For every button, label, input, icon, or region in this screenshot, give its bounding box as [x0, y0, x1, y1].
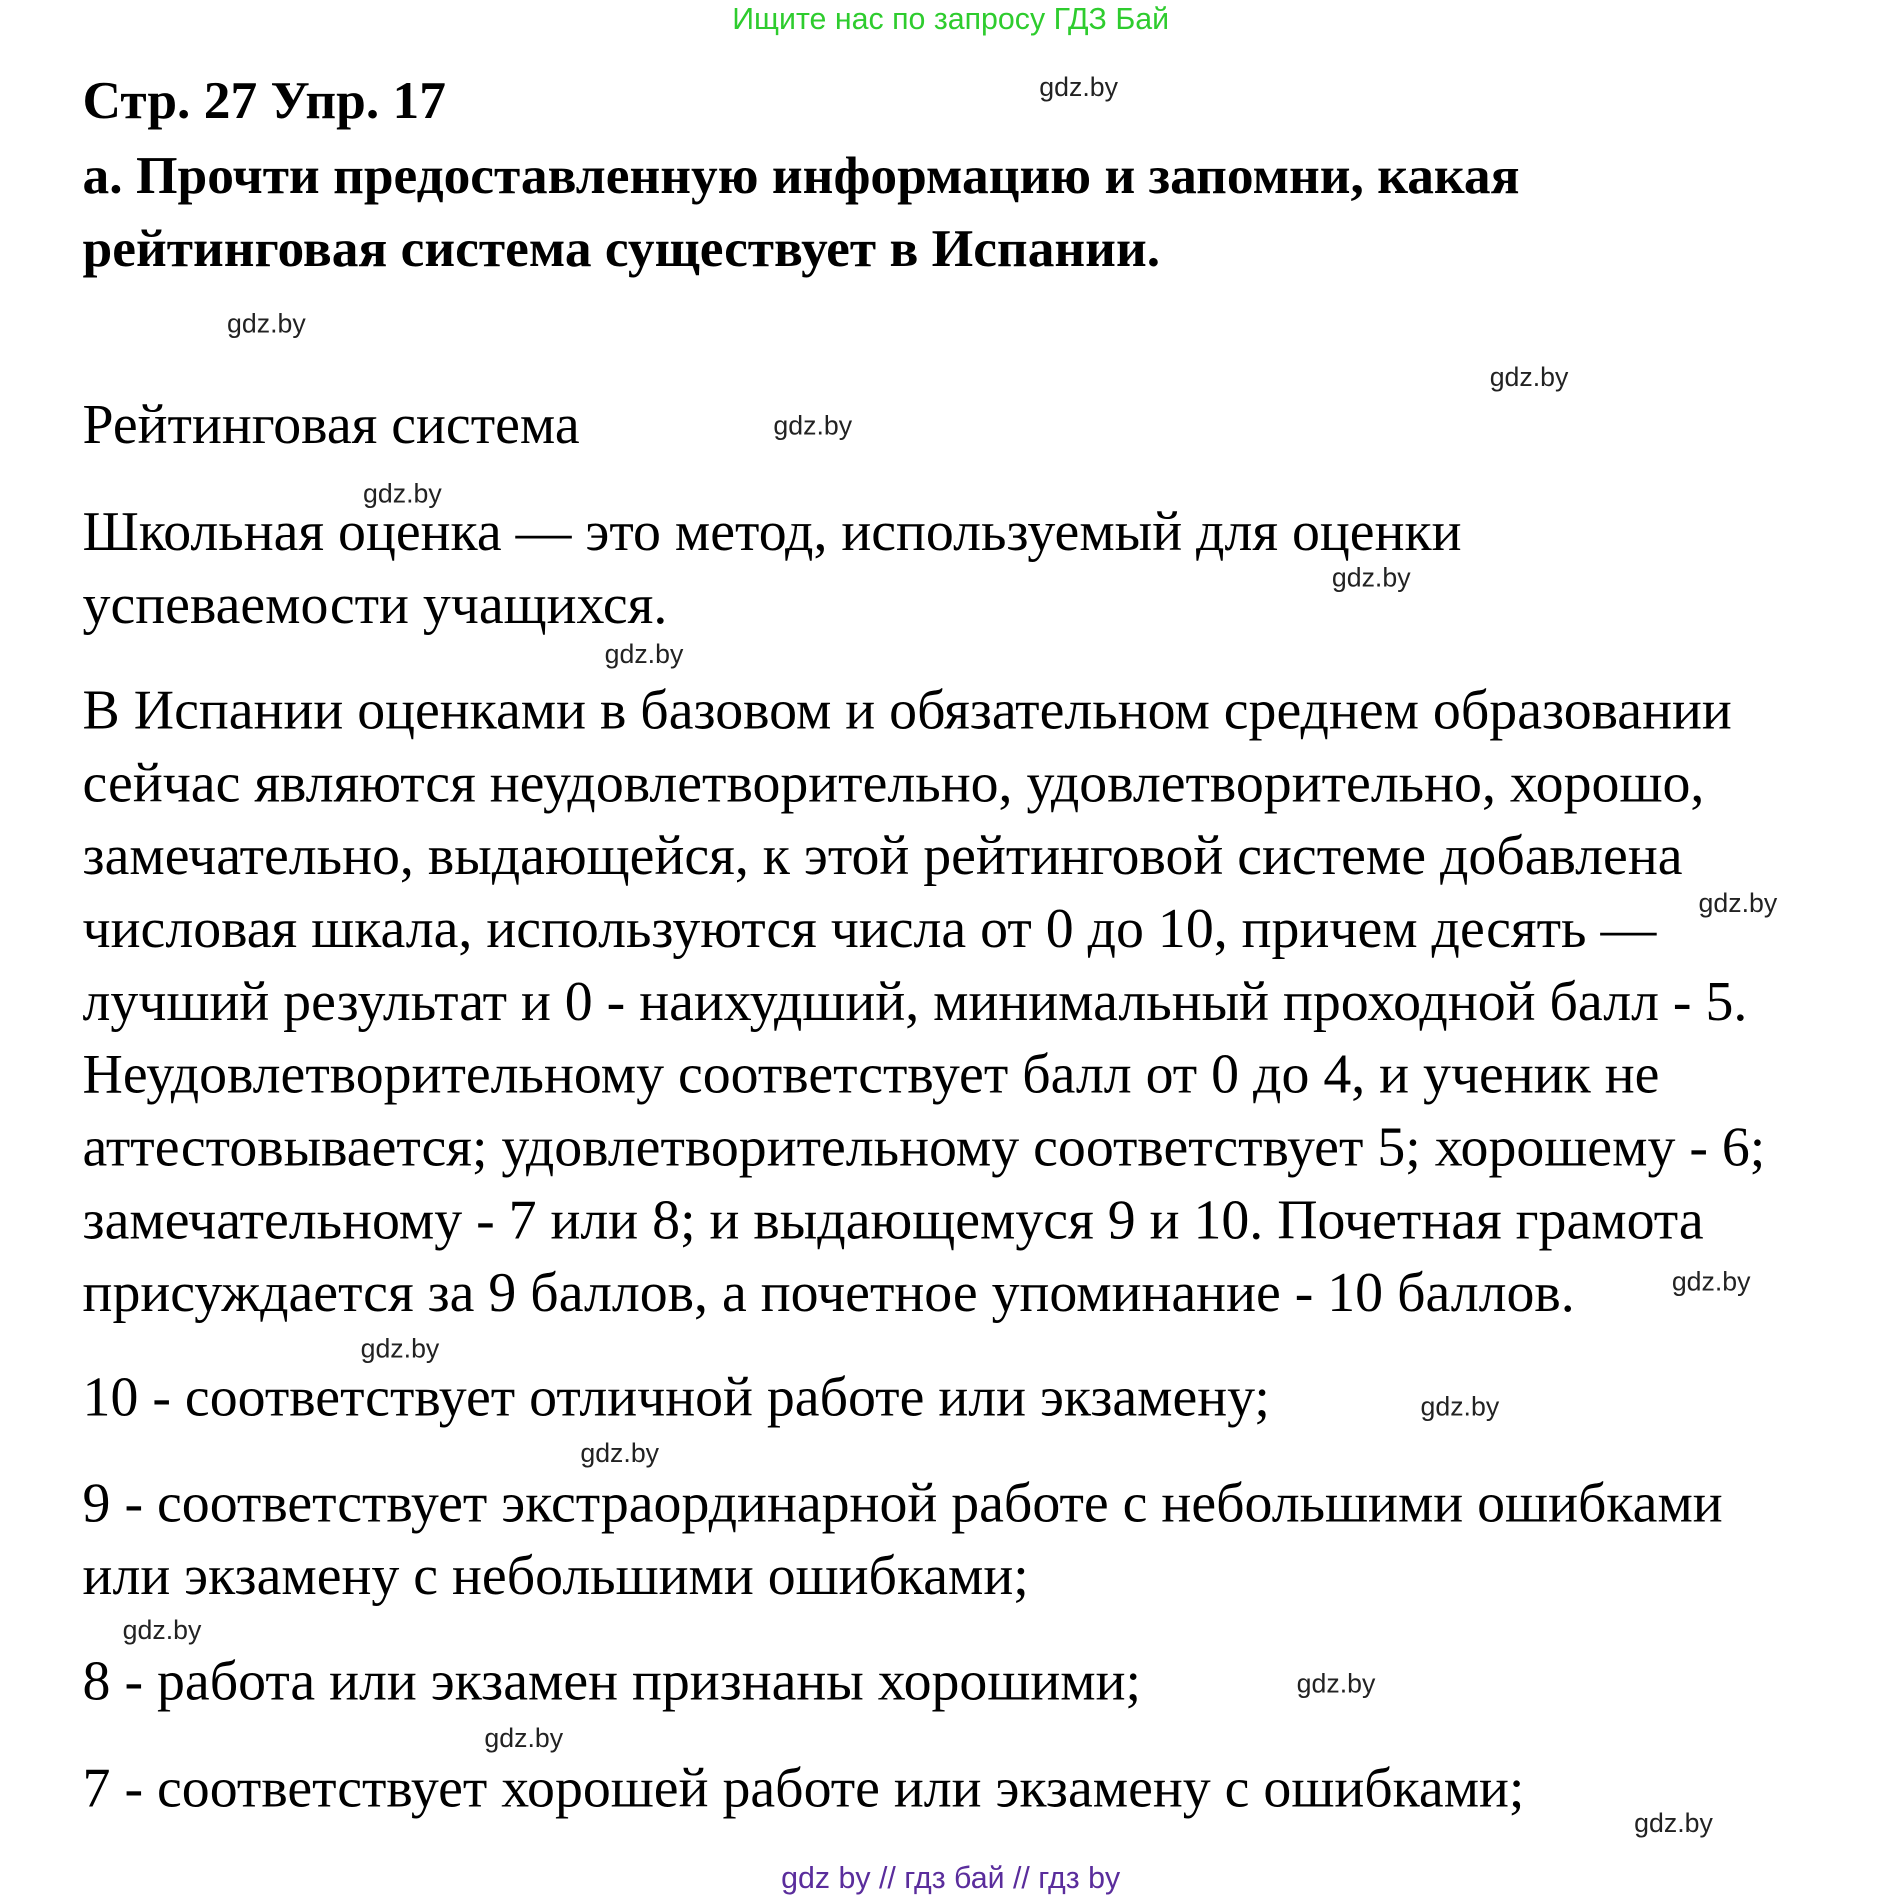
body-line: замечательному - 7 или 8; и выдающемуся 9 и 10. Почетная грамота [82, 1188, 1704, 1251]
watermark: gdz.by [1698, 887, 1778, 918]
search-banner: Ищите нас по запросу ГДЗ Бай [732, 2, 1170, 37]
body-line: аттестовывается; удовлетворительному соответствует 5; хорошему - 6; [82, 1115, 1766, 1178]
body-line: 9 - соответствует экстраординарной работе с небольшими ошибками [82, 1471, 1723, 1534]
body-line: Школьная оценка — это метод, используемый для оценки [82, 500, 1462, 563]
body-line: 7 - соответствует хорошей работе или экзамену с ошибками; [82, 1756, 1525, 1819]
watermark: gdz.by [484, 1722, 564, 1754]
watermark: gdz.by [1420, 1391, 1500, 1422]
watermark: gdz.by [1039, 71, 1118, 102]
body-line: замечательно, выдающейся, к этой рейтинговой системе добавлена [82, 824, 1683, 887]
watermark: gdz.by [363, 478, 442, 509]
body-line: сейчас являются неудовлетворительно, удовлетворительно, хорошо, [82, 751, 1705, 814]
watermark: gdz.by [1634, 1807, 1713, 1839]
body-line: успеваемости учащихся. [82, 573, 668, 635]
watermark: gdz.by [122, 1614, 202, 1646]
body-line: числовая шкала, используются числа от 0 до 10, причем десять — [82, 897, 1657, 960]
watermark: gdz.by [773, 410, 853, 441]
body-line: или экзамену с небольшими ошибками; [82, 1544, 1029, 1607]
body-line: 10 - соответствует отличной работе или экзамену; [82, 1365, 1270, 1428]
body-line: присуждается за 9 баллов, а почетное упоминание - 10 баллов. [82, 1261, 1575, 1324]
task-line: рейтинговая система существует в Испании. [82, 218, 1161, 279]
watermark: gdz.by [227, 308, 306, 339]
page-title: Стр. 27 Упр. 17 [82, 70, 446, 130]
body-line: 8 - работа или экзамен признаны хорошими; [82, 1649, 1141, 1712]
watermark: gdz.by [1331, 562, 1411, 593]
watermark: gdz.by [1489, 361, 1569, 393]
watermark: gdz.by [1296, 1668, 1376, 1699]
section-heading: Рейтинговая система [82, 393, 580, 456]
body-line: лучший результат и 0 - наихудший, минимальный проходной балл - 5. [82, 970, 1748, 1032]
body-line: В Испании оценками в базовом и обязательном среднем образовании [82, 678, 1732, 741]
body-line: Неудовлетворительному соответствует балл от 0 до 4, и ученик не [82, 1042, 1660, 1105]
watermark: gdz.by [360, 1333, 440, 1364]
footer-watermark: gdz by // гдз бай // гдз by [781, 1861, 1121, 1896]
watermark: gdz.by [1671, 1266, 1751, 1297]
watermark: gdz.by [604, 638, 684, 669]
watermark: gdz.by [580, 1437, 660, 1468]
task-line: а. Прочти предоставленную информацию и запомни, какая [82, 145, 1520, 206]
